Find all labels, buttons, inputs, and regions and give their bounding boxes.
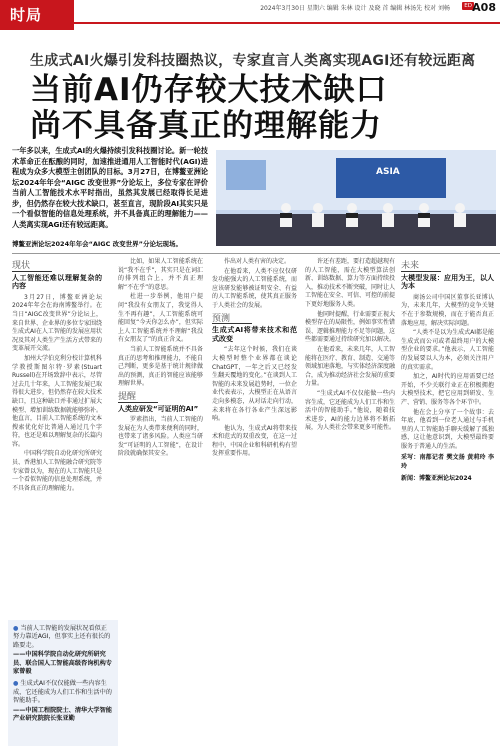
pull-quote xyxy=(13,625,113,650)
kicker-reminder-subtitle: 人类应研发“可证明的AI” xyxy=(118,402,203,414)
dateline: 2024年3月30日 星期六 编辑 朱林 设计 及晓 首 编辑 林汤先 校对 刘畅 xyxy=(260,5,450,12)
pull-quote-source: ——中国工程院院士、清华大学智能产业研究院院长张亚勤 xyxy=(13,706,112,723)
paragraph: 商汤公司中国区董事长亚博认为，未来几年，大模型的竞争关键不在于参数规模，而在于能否真正落地应用，解决实际问题。 xyxy=(401,293,494,327)
pull-quote-text: 当前人工智能的发展状况看似正努力靠近AGI，但事实上还有很长的路要走。 xyxy=(13,625,111,649)
article-lede: 一年多以来，生成式AI的火爆持续引发科技圈讨论。新一轮技术革命正在酝酿的同时，加速推进通用人工智能时代(AGI)进程成为众多大模型主创团队的目标。3月27日，在博鳌亚洲论坛2024年年会“AIGC 改变世界”分论坛上，多位专家在评价当前人工智能技术水平时指出，虽然其发展已经取得长足进步，但仍然存在较大技术缺口，甚至直言，现阶段AI其实只是一个看似智能的信息处理系统，并不具备真正的理解能力——人类离实现AGI还有较远距离。 xyxy=(12,146,208,229)
page-number: A08 xyxy=(472,1,496,14)
masthead-rule xyxy=(74,22,500,24)
column-5 xyxy=(401,258,494,484)
kicker-future: 未来 xyxy=(401,261,420,271)
paragraph: “人类不是以为生成式AI都是能生成式而公司或者最终用户的大模型企业的要求。”他表示，人工智能的发展要以人为本，必须关注用户的真实需求。 xyxy=(401,329,494,371)
paragraph: 杜进一步举例，他用户提问“我没有女朋友了，我觉得人生不再有趣”，人工智能系统可能回复“今天你怎么办”，但实际上人工智能系统并不理解“我没有女朋友了”的真正含义。 xyxy=(118,293,203,344)
forum-photo xyxy=(216,150,496,246)
kicker-status: 现状 xyxy=(12,261,31,271)
headline-line-1: 当前AI仍存较大技术缺口 xyxy=(30,72,388,108)
paragraph: 加州大学伯克利分校计算机科学教授斯图尔特·罗素(Stuart Russell)在开场致辞中表示，尽管过去几十年来，人工智能发展已取得很大进步，但仍然存在较大技术缺口，且这种缺口并非通过扩展大模型、增加训练数据就能够弥补。他直言，目前人工智能系统的文本搜索优化好比普通人通过几个字符，也还是难以理解复杂的长篇内容。 xyxy=(12,354,103,448)
headline-line-2: 尚不具备真正的理解能力 xyxy=(30,108,382,144)
column-2 xyxy=(118,258,203,460)
paragraph: 他在会上分享了一个故事：去年底，他看到一位老人通过与手机里的人工智能助手聊天缓解了孤独感，这让他意识到，大模型最终要服务于普通人的生活。 xyxy=(401,408,494,450)
pull-quote xyxy=(13,680,113,705)
paragraph: 3月27日，博鳌亚洲论坛2024年年会在海南博鳌举行。在当日“AIGC改变世界”分论坛上，来自世界、企业界的多位专家围绕生成式AI在人工智能的发展应用状况及其对人类生产生活方式带来的变革展开交流。 xyxy=(12,293,103,353)
paragraph: 加之，AI时代的应用需要已经开始，不少关联行业正在积极拥抱大模型技术，把它应用到研发、生产、营销、服务等各个环节中。 xyxy=(401,373,494,406)
section-divider xyxy=(12,253,500,254)
paragraph: 在他看来，未来几年，人工智能将在医疗、教育、制造、交通等领域加速落地，与实体经济深度融合，成为推动经济社会发展的重要力量。 xyxy=(305,345,396,388)
pull-quote-text: 生成式AI不仅仅能做一些内容生成，它还能成为人们工作和生活中的智能助手。 xyxy=(13,680,112,705)
paragraph: 他认为，生成式AI将带来技术和范式的双重改变，在这一过程中，中国企业和科研机构有望发挥重要作用。 xyxy=(212,424,297,458)
kicker-forecast-subtitle: 生成式AI将带来技术和范式改变 xyxy=(212,323,297,343)
photo-caption: 博鳌亚洲论坛2024年年会“AIGC 改变世界”分论坛现场。 xyxy=(12,240,182,248)
bullet-icon: ● xyxy=(13,680,21,688)
editor-badge: ED xyxy=(464,3,472,9)
column-1 xyxy=(12,258,102,494)
kicker-status-subtitle: 人工智能还难以理解复杂的内容 xyxy=(12,271,102,291)
paragraph: 作出对人类有害的决定。 xyxy=(224,258,291,265)
forum-stage-image xyxy=(216,150,496,246)
kicker-reminder: 提醒 xyxy=(118,391,137,402)
quote-box xyxy=(8,620,118,746)
paragraph: 中国科学院自动化研究所研究员、香港加人工智能融合研究院等专家曾以为，现在的人工智能只是一个看似智能的信息处理系统，并不具备真正的理解能力。 xyxy=(12,450,103,492)
paragraph: 罗素指出，当前人工智能的发展在为人类带来便利的同时，也带来了诸多风险。人类应当研发“可证明的人工智能”，在设计阶段就确保其安全。 xyxy=(118,416,203,458)
article-dek: 生成式AI火爆引发科技圈热议，专家直言人类离实现AGI还有较远距离 xyxy=(30,53,476,69)
paragraph: 许还有差距，要打造超越现有的人工智能，需在大模型算法创新、训练数据、算力等方面持续投入，推动技术不断突破，同时让人工智能在安全、可信、可控的前提下更好地服务人类。 xyxy=(305,258,396,308)
paragraph: “去年这个时候，我们在谈大模型时整个业界都在谈论ChatGPT，一年之后又已经发生翻天覆地的变化。”在谈到人工智能的未来发展趋势时，一位企业代表表示，大模型正在从语言走向多模态，从对话走向行动，未来将在各行各业产生深远影响。 xyxy=(212,346,297,423)
paragraph: “生成式AI不仅仅能做一些内容生成，它还能成为人们工作和生活中的智能助手。”他说，随着技术进步，AI的能力边界将不断拓展，为人类社会带来更多可能性。 xyxy=(305,389,396,432)
paragraph: 在他看来，人类不应仅仅研发功能强大的人工智能系统，而应该研发能够被证明安全、有益的人工智能系统，使其真正服务于人类社会的发展。 xyxy=(212,267,297,309)
section-tab: 时局 xyxy=(0,0,74,30)
masthead xyxy=(0,0,500,30)
column-4 xyxy=(305,258,395,434)
pull-quote-source: ——中国科学院自动化研究所研究员、联合国人工智能高级咨询机构专家曾毅 xyxy=(13,651,112,676)
column-3 xyxy=(212,258,297,460)
bullet-icon: ● xyxy=(13,625,21,632)
paragraph: 比如，如果人工智能系统在说“我不在乎”，其实只是在词汇的排列组合上，并不真正理解“不在乎”的意思。 xyxy=(118,258,203,291)
stage-banner-text: ASIA xyxy=(376,167,400,177)
byline-source: 新闻：博鳌亚洲论坛2024 xyxy=(401,474,472,482)
kicker-forecast: 预测 xyxy=(212,313,231,324)
kicker-future-subtitle: 大模型发展：应用为王，以人为本 xyxy=(401,271,494,291)
byline: 采写：南都记者 樊文扬 黄莉玲 李玲 xyxy=(401,454,494,471)
paragraph: 当前人工智能系统并不具备真正的思考和推理能力，不能自己判断，更多是基于统计规律做出的预测，真正的智能应该能够理解世界。 xyxy=(118,345,203,388)
paragraph: 他同时提醒，行业需要正视大模型存在的局限性，例如事实性错误、逻辑推理能力不足等问题，这些都需要通过持续研究加以解决。 xyxy=(305,310,396,344)
